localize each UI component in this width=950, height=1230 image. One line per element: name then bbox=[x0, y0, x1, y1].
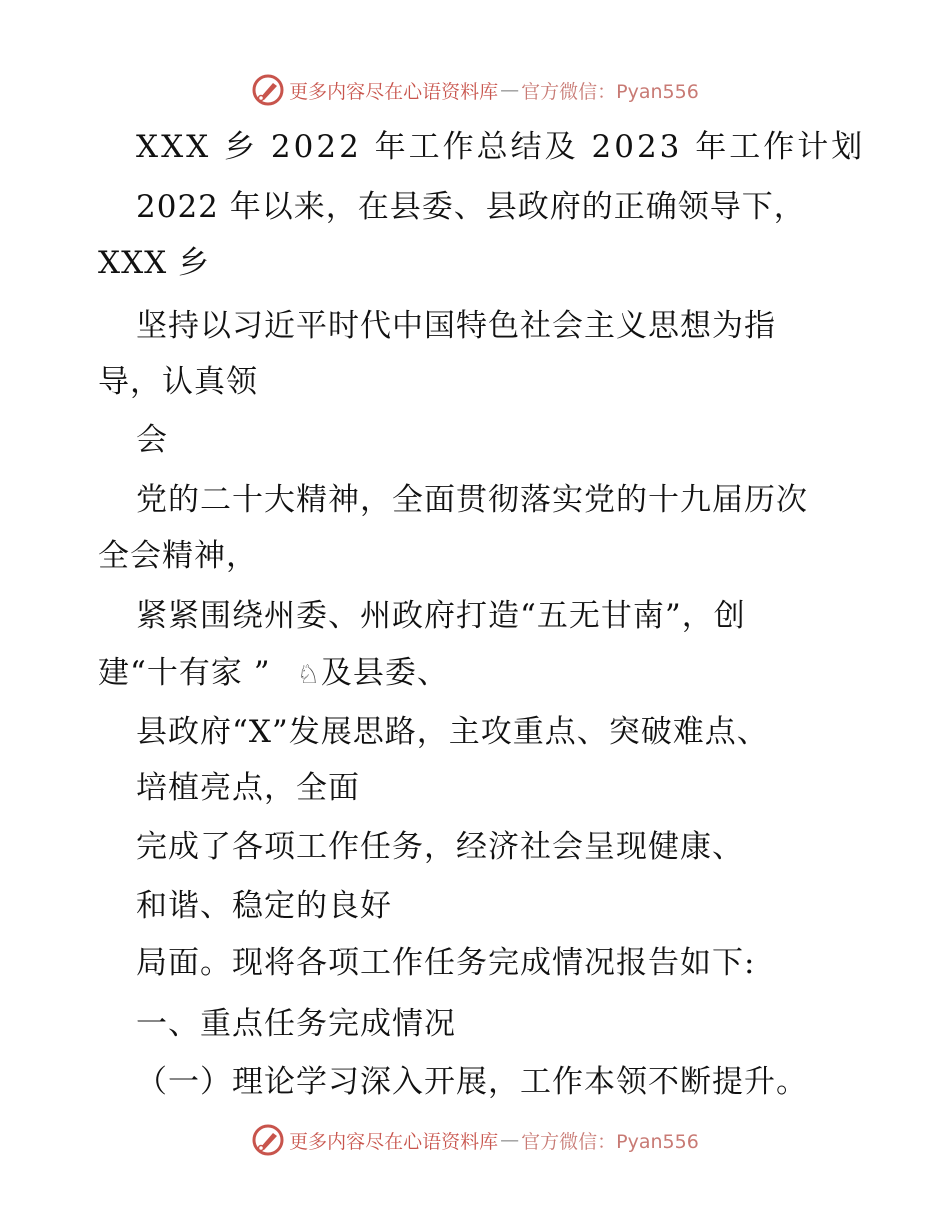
paragraph-line: 党的二十大精神，全面贯彻落实党的十九届历次 bbox=[136, 482, 808, 518]
document-title: XXX 乡 2022 年工作总结及 2023 年工作计划 bbox=[136, 129, 866, 165]
section-heading: 一、重点任务完成情况 bbox=[136, 1006, 456, 1042]
paragraph-line: 导，认真领 bbox=[98, 364, 258, 400]
paragraph-line: 全会精神， bbox=[98, 538, 258, 574]
paragraph-line: 2022 年以来，在县委、县政府的正确领导下， bbox=[136, 189, 806, 225]
watermark-wechat-text: 官方微信：Pyan556 bbox=[521, 80, 699, 103]
brand-logo-icon bbox=[251, 73, 285, 107]
paragraph-line: 县政府“X”发展思路，主攻重点、突破难点、 bbox=[136, 714, 769, 750]
watermark-main-text: 更多内容尽在心语资料库 bbox=[289, 1130, 499, 1153]
watermark-separator: — bbox=[500, 79, 520, 101]
watermark-banner-top bbox=[0, 70, 950, 110]
paragraph-line-text: 建“十有家 ” bbox=[98, 655, 271, 691]
brand-logo-icon bbox=[251, 1123, 285, 1157]
paragraph-line bbox=[98, 653, 449, 695]
watermark-separator: — bbox=[500, 1129, 520, 1151]
paragraph-line: 完成了各项工作任务，经济社会呈现健康、 bbox=[136, 829, 744, 865]
knight-glyph-icon: ♘ bbox=[296, 660, 321, 690]
paragraph-line: 坚持以习近平时代中国特色社会主义思想为指 bbox=[136, 308, 776, 344]
paragraph-line: 会 bbox=[136, 422, 168, 458]
watermark-wechat-text: 官方微信：Pyan556 bbox=[521, 1130, 699, 1153]
paragraph-line: 紧紧围绕州委、州政府打造“五无甘南”，创 bbox=[136, 598, 746, 634]
subsection-heading: （一）理论学习深入开展，工作本领不断提升。 bbox=[136, 1064, 808, 1100]
paragraph-line: 局面。现将各项工作任务完成情况报告如下: bbox=[136, 945, 756, 981]
paragraph-line: 和谐、稳定的良好 bbox=[136, 888, 392, 924]
watermark-main-text: 更多内容尽在心语资料库 bbox=[289, 80, 499, 103]
watermark-banner-bottom bbox=[0, 1120, 950, 1160]
paragraph-line-tail: 及县委、 bbox=[320, 655, 449, 691]
paragraph-line: 培植亮点，全面 bbox=[136, 770, 360, 806]
paragraph-line: XXX 乡 bbox=[98, 245, 211, 281]
